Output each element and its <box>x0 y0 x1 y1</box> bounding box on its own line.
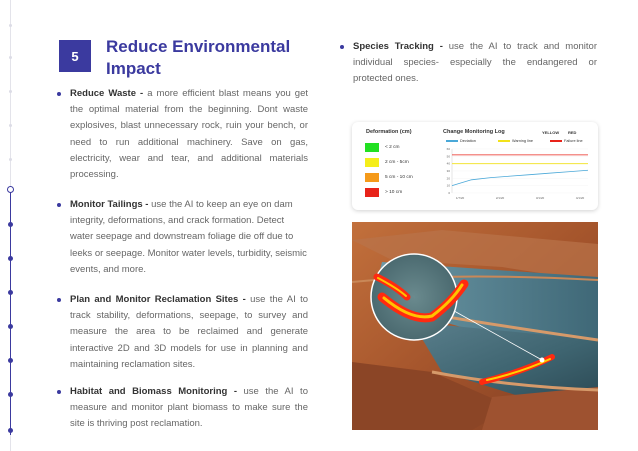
x-tick-label: 3/1/20 <box>535 196 545 200</box>
bullet-heading: Plan and Monitor Reclamation Sites - <box>70 294 246 305</box>
bullet-habitat-biomass <box>70 384 308 433</box>
legend-swatch <box>365 188 379 197</box>
y-tick-label: 40 <box>446 161 450 166</box>
timeline-marker <box>8 222 13 227</box>
section-number-badge: 5 <box>59 40 91 72</box>
x-tick-label: 2/1/20 <box>495 196 505 200</box>
legend-item <box>365 173 413 182</box>
legend-label: > 10 cm <box>385 190 403 195</box>
bullet-reclamation-sites <box>70 292 308 373</box>
legend-line <box>498 140 510 142</box>
timeline-marker <box>8 358 13 363</box>
bullet-species-tracking <box>353 39 597 88</box>
x-tick-label: 1/7/20 <box>455 196 465 200</box>
section-title: Reduce Environmental Impact <box>106 37 291 78</box>
bullet-dot <box>57 298 61 302</box>
timeline-marker <box>8 324 13 329</box>
x-tick-label: 4/1/20 <box>575 196 585 200</box>
aerial-tailings-photo <box>352 222 598 430</box>
y-tick-label: 30 <box>446 169 450 173</box>
legend-item <box>365 143 400 152</box>
timeline-current-marker <box>7 186 14 193</box>
legend-label: Failure line <box>564 139 583 143</box>
timeline-marker <box>9 24 12 27</box>
y-tick-label: 60 <box>446 147 450 151</box>
timeline-marker <box>8 256 13 261</box>
bullet-text: use the AI to track and monitor individual species- especially the endangered or protected ones. <box>353 41 597 85</box>
change-monitoring-chart <box>440 146 592 202</box>
timeline-marker <box>8 290 13 295</box>
bullet-dot <box>340 45 344 49</box>
bullet-heading: Species Tracking - <box>353 41 443 52</box>
legend-item <box>365 158 409 167</box>
legend-swatch <box>365 143 379 152</box>
legend-line <box>446 140 458 142</box>
legend-label: 2 cm - 5cm <box>385 160 409 165</box>
legend-label: Warning line <box>512 139 533 143</box>
y-tick-label: 10 <box>446 183 450 188</box>
bullet-monitor-tailings <box>70 197 310 278</box>
legend-item <box>365 188 402 197</box>
legend-label: < 2 cm <box>385 145 400 150</box>
timeline-marker <box>9 158 12 161</box>
legend-swatch <box>365 158 379 167</box>
timeline-marker <box>9 124 12 127</box>
bullet-heading: Reduce Waste - <box>70 88 144 99</box>
chart-legend-item <box>550 139 583 143</box>
legend-swatch <box>365 173 379 182</box>
timeline-marker <box>8 428 13 433</box>
chart-legend-item <box>446 139 476 143</box>
bullet-reduce-waste <box>70 86 308 183</box>
y-tick-label: 50 <box>446 154 450 159</box>
legend-label: Deviation <box>460 139 476 143</box>
legend-label: 5 cm - 10 cm <box>385 175 413 180</box>
chart-title: Change Monitoring Log <box>443 129 505 135</box>
y-tick-label: 0 <box>448 191 450 195</box>
timeline-marker <box>9 90 12 93</box>
monitoring-dashboard-card <box>352 122 598 210</box>
bullet-dot <box>57 92 61 96</box>
bullet-heading: Monitor Tailings - <box>70 199 149 210</box>
timeline-marker <box>8 392 13 397</box>
legend-line <box>550 140 562 142</box>
bullet-text: use the AI to track stability, deformations, seepage, to survey and measure the area to be reclaimed and generate interactive 2D and 3D models for use in planning and maintaining reclamation sites. <box>70 294 308 370</box>
chart-legend-item <box>498 139 533 143</box>
bullet-text: use the AI to keep an eye on dam integrity, deformations, and crack formation. Detect water seepage and downstream foliage die off due to leeks or seepage. Monitor water levels, turbidity, seismic events, and more. <box>70 199 307 275</box>
chart-tag-red: RED <box>568 130 577 135</box>
y-tick-label: 20 <box>446 176 450 181</box>
bullet-text: use the AI to measure and monitor plant biomass to make sure the site is thriving post reclamation. <box>70 386 308 430</box>
series-line-deviation <box>452 170 588 185</box>
bullet-heading: Habitat and Biomass Monitoring - <box>70 386 237 397</box>
bullet-dot <box>57 390 61 394</box>
chart-tag-yellow: YELLOW <box>542 130 560 135</box>
deformation-legend-title: Deformation (cm) <box>366 129 412 135</box>
timeline-marker <box>9 56 12 59</box>
bullet-text: a more efficient blast means you get the optimal material from the beginning. Dont waste explosives, blast unnecessary rock, ruin your bench, or need to run additional machinery. Save on gas, electricity, wear and tear, and additional materials processing. <box>70 88 309 181</box>
bullet-dot <box>57 203 61 207</box>
